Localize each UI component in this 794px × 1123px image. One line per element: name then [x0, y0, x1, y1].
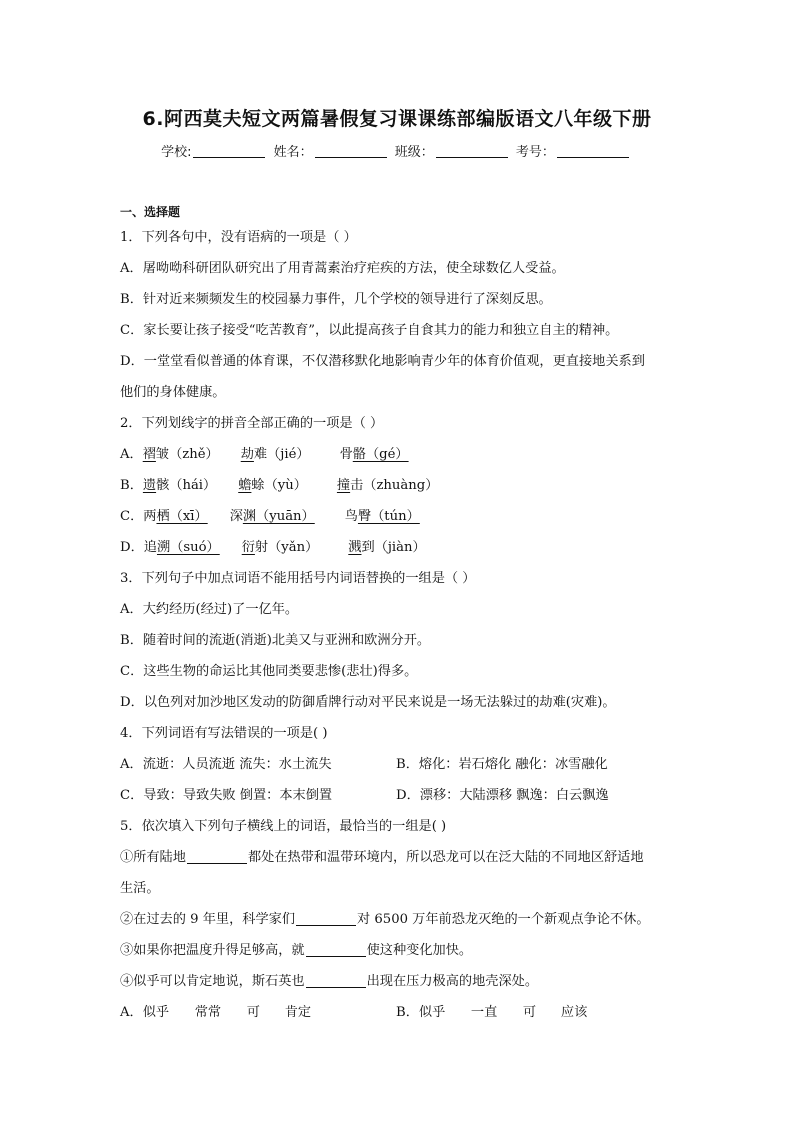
fill-blank[interactable] [296, 911, 356, 926]
underlined-char: 溯（suó） [156, 540, 220, 555]
q3-option-a: A．大约经历(经过)了一亿年。 [120, 602, 299, 617]
student-info-row [0, 141, 794, 160]
underlined-char: 骼（gé） [352, 447, 409, 462]
q4-option-d: D．漂移：大陆漂移 飘逸：白云飘逸 [396, 788, 609, 803]
q4-stem: 4．下列词语有写法错误的一项是( ) [120, 726, 328, 741]
q2-option-b: B．遗骸（hái） 蟾蜍（yù） 撞击（zhuàng） [120, 478, 439, 493]
q3-option-d: D．以色列对加沙地区发动的防御盾牌行动对平民来说是一场无法躲过的劫难(灾难)。 [120, 695, 616, 710]
fill-blank[interactable] [306, 973, 366, 988]
underlined-char: 撞 [336, 478, 351, 493]
question-body [120, 222, 680, 1028]
q1-option-b: B．针对近来频频发生的校园暴力事件，几个学校的领导进行了深刻反思。 [120, 292, 552, 307]
class-blank[interactable] [436, 145, 508, 158]
number-label: 考号： [515, 145, 555, 160]
q3-stem: 3．下列句子中加点词语不能用括号内词语替换的一组是（ ） [120, 571, 476, 586]
q2-stem: 2．下列划线字的拼音全部正确的一项是（ ） [120, 416, 384, 431]
q4-option-c: C．导致：导致失败 倒置：本末倒置 [120, 788, 333, 803]
q5-sentence-1: ①所有陆地 都处在热带和温带环境内，所以恐龙可以在泛大陆的不同地区舒适地 [120, 850, 644, 865]
q1-stem: 1．下列各句中，没有语病的一项是（ ） [120, 230, 357, 245]
section-heading: 一、选择题 [120, 205, 181, 219]
underlined-char: 臀（tún） [357, 509, 420, 524]
underlined-char: 褶 [142, 447, 156, 462]
q4-option-a: A．流逝：人员流逝 流失：水土流失 [120, 757, 332, 772]
q5-stem: 5．依次填入下列句子横线上的词语，最恰当的一组是( ) [120, 819, 447, 834]
q5-sentence-1-cont: 生活。 [120, 881, 160, 896]
underlined-char: 遗 [142, 478, 157, 493]
fill-blank[interactable] [187, 849, 247, 864]
q1-option-c: C．家长要让孩子接受“吃苦教育”，以此提高孩子自食其力的能力和独立自主的精神。 [120, 323, 619, 338]
underlined-char: 溅 [348, 540, 362, 555]
q2-option-d: D．追溯（suó） 衍射（yǎn） 溅到（jiàn） [120, 540, 426, 555]
q4-options-cd [120, 780, 680, 811]
q2-option-c: C．两栖（xī） 深渊（yuān） 鸟臀（tún） [120, 509, 420, 524]
q5-option-a: A．似乎 常常 可 肯定 [120, 1005, 312, 1020]
name-blank[interactable] [315, 145, 387, 158]
q4-option-b: B．熔化：岩石熔化 融化：冰雪融化 [396, 757, 608, 772]
school-blank[interactable] [193, 145, 265, 158]
school-label: 学校: [161, 145, 192, 160]
fill-blank[interactable] [306, 942, 366, 957]
q3-option-c: C．这些生物的命运比其他同类要悲惨(悲壮)得多。 [120, 664, 418, 679]
underlined-char: 渊（yuān） [242, 509, 315, 524]
q3-option-b: B．随着时间的流逝(消逝)北美又与亚洲和欧洲分开。 [120, 633, 431, 648]
number-blank[interactable] [557, 145, 629, 158]
q5-sentence-4: ④似乎可以肯定地说，斯石英也 出现在压力极高的地壳深处。 [120, 974, 539, 989]
q1-option-a: A．屠呦呦科研团队研究出了用青蒿素治疗疟疾的方法，使全球数亿人受益。 [120, 261, 565, 276]
q5-sentence-2: ②在过去的 9 年里，科学家们 对 6500 万年前恐龙灭绝的一个新观点争论不休。 [120, 912, 650, 927]
q5-option-b: B．似乎 一直 可 应该 [396, 1005, 588, 1020]
name-label: 姓名： [273, 145, 313, 160]
underlined-char: 劫 [240, 447, 254, 462]
underlined-char: 栖（xī） [156, 509, 208, 524]
underlined-char: 蟾 [238, 478, 252, 493]
q5-options-ab [120, 997, 680, 1028]
q1-option-d-line1: D．一堂堂看似普通的体育课，不仅潜移默化地影响青少年的体育价值观，更直接地关系到 [120, 354, 645, 369]
class-label: 班级： [394, 145, 434, 160]
underlined-char: 衍 [241, 540, 255, 555]
q2-option-a: A．褶皱（zhě） 劫难（jié） 骨骼（gé） [120, 447, 409, 462]
q5-sentence-3: ③如果你把温度升得足够高，就 使这种变化加快。 [120, 943, 473, 958]
q1-option-d-line2: 他们的身体健康。 [120, 385, 226, 400]
page-title: 6.阿西莫夫短文两篇暑假复习课课练部编版语文八年级下册 [142, 108, 652, 130]
q4-options-ab [120, 749, 680, 780]
